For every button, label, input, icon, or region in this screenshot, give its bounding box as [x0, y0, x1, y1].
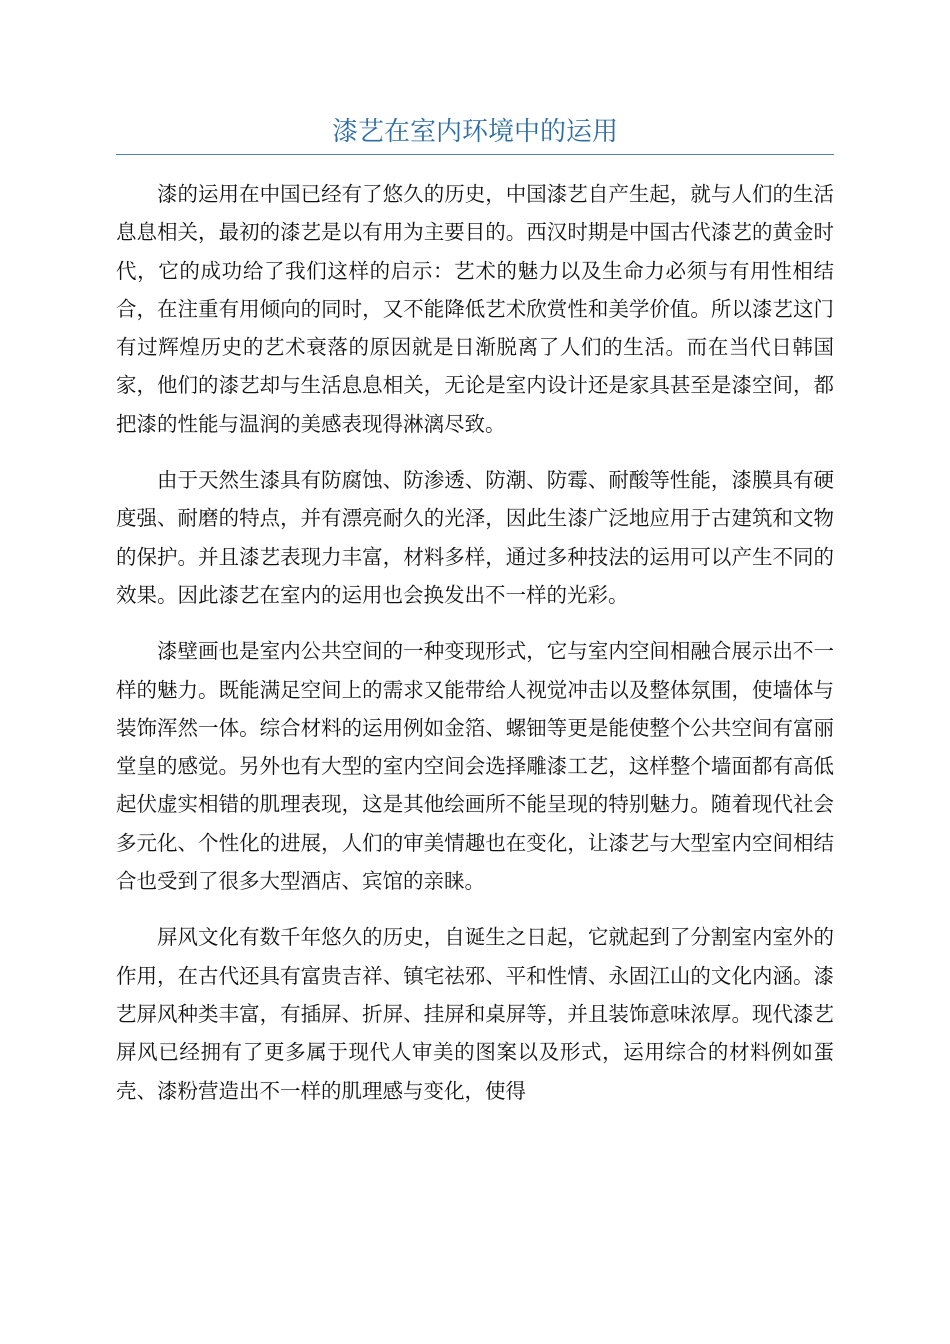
paragraph-4: 屏风文化有数千年悠久的历史，自诞生之日起，它就起到了分割室内室外的作用，在古代还具有富贵吉祥、镇宅祛邪、平和性情、永固江山的文化内涵。漆艺屏风种类丰富，有插屏、折屏、挂屏和桌屏等，并且装饰意味浓厚。现代漆艺屏风已经拥有了更多属于现代人审美的图案以及形式，运用综合的材料例如蛋壳、漆粉营造出不一样的肌理感与变化，使得: [116, 925, 834, 1103]
title-underline: [116, 154, 834, 155]
document-title: 漆艺在室内环境中的运用: [331, 117, 618, 147]
paragraph-2: 由于天然生漆具有防腐蚀、防渗透、防潮、防霉、耐酸等性能，漆膜具有硬度强、耐磨的特点，并有漂亮耐久的光泽，因此生漆广泛地应用于古建筑和文物的保护。并且漆艺表现力丰富，材料多样，通过多种技法的运用可以产生不同的效果。因此漆艺在室内的运用也会换发出不一样的光彩。: [116, 468, 834, 607]
paragraph-1: 漆的运用在中国已经有了悠久的历史，中国漆艺自产生起，就与人们的生活息息相关，最初的漆艺是以有用为主要目的。西汉时期是中国古代漆艺的黄金时代，它的成功给了我们这样的启示：艺术的魅力以及生命力必须与有用性相结合，在注重有用倾向的同时，又不能降低艺术欣赏性和美学价值。所以漆艺这门有过辉煌历史的艺术衰落的原因就是日渐脱离了人们的生活。而在当代日韩国家，他们的漆艺却与生活息息相关，无论是室内设计还是家具甚至是漆空间，都把漆的性能与温润的美感表现得淋漓尽致。: [116, 182, 834, 436]
paragraph-3: 漆壁画也是室内公共空间的一种变现形式，它与室内空间相融合展示出不一样的魅力。既能满足空间上的需求又能带给人视觉冲击以及整体氛围，使墙体与装饰浑然一体。综合材料的运用例如金箔、螺钿等更是能使整个公共空间有富丽堂皇的感觉。另外也有大型的室内空间会选择雕漆工艺，这样整个墙面都有高低起伏虚实相错的肌理表现，这是其他绘画所不能呈现的特别魅力。随着现代社会多元化、个性化的进展，人们的审美情趣也在变化，让漆艺与大型室内空间相结合也受到了很多大型酒店、宾馆的亲睐。: [116, 639, 834, 894]
document-body: [116, 175, 834, 1128]
